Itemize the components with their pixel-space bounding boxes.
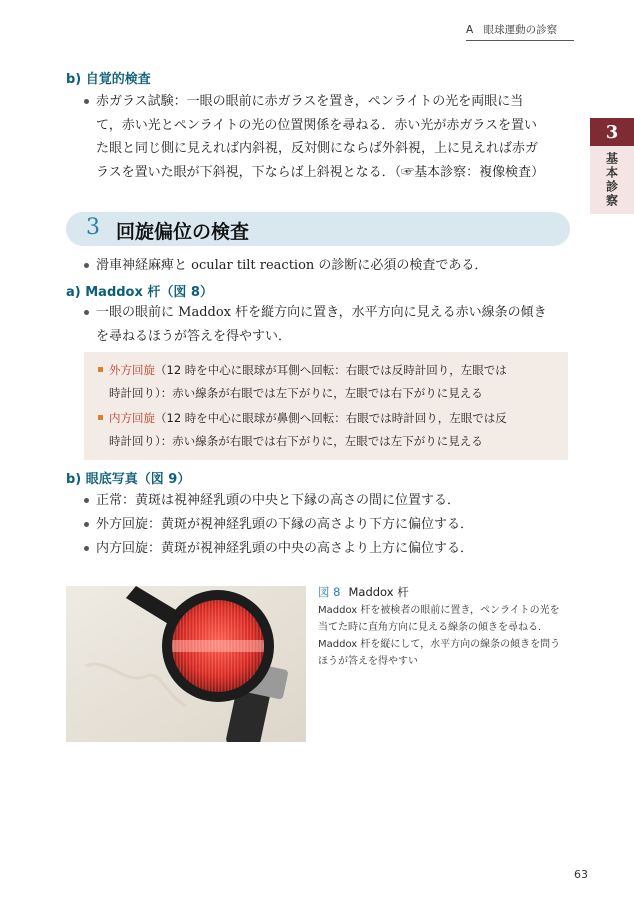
bullet-dot [84, 263, 89, 268]
note-keyword: 外方回旋 [109, 363, 155, 377]
lens-ridge-line [215, 600, 216, 692]
bullet-dot [84, 310, 89, 315]
caption-line: Maddox 杆を被検者の眼前に置き，ペンライトの光を [318, 605, 560, 616]
figure8-label: 図 8 [318, 585, 341, 599]
lens-ridge-line [218, 600, 219, 692]
note-incyclotorsion [98, 407, 558, 453]
torsion-note-box [84, 352, 568, 460]
lens-ridge-line [231, 600, 232, 692]
note-line: （12 時を中心に眼球が耳側へ回転：右眼では反時計回り，左眼では [155, 363, 507, 377]
section-title: 回旋偏位の検査 [116, 221, 250, 243]
bullet-line: て，赤い光とペンライトの光の位置関係を尋ねる．赤い光が赤ガラスを置い [96, 117, 537, 133]
section-number: 3 [86, 215, 100, 240]
bullet-line: 外方回旋：黄斑が視神経乳頭の下縁の高さより下方に偏位する． [96, 517, 474, 532]
caption-line: 当てた時に直角方向に見える線条の傾きを尋ねる． [318, 622, 548, 633]
page-number: 63 [574, 868, 588, 881]
figure8-caption [318, 602, 570, 670]
bullet-excyclotorsion [84, 513, 570, 537]
bullet-line: 内方回旋：黄斑が視神経乳頭の中央の高さより上方に偏位する． [96, 541, 474, 556]
bullet-dot [84, 546, 89, 551]
lens-ridge-line [224, 600, 225, 692]
lens-ridge-line [189, 600, 190, 692]
bullet-incyclotorsion [84, 537, 570, 561]
bullet-maddox-rod [84, 301, 570, 348]
lens-ridge-line [221, 600, 222, 692]
note-line: 時計回り）：赤い線条が右眼では左下がりに，左眼では右下がりに見える [109, 386, 483, 400]
bullet-line: を尋ねるほうが答えを得やすい． [96, 328, 292, 344]
lens-ridge-line [237, 600, 238, 692]
bullet-line: 正常：黄斑は視神経乳頭の中央と下縁の高さの間に位置する． [96, 493, 461, 508]
lens-ridge-line [208, 600, 209, 692]
note-keyword: 内方回旋 [109, 411, 155, 425]
running-head: A 眼球運動の診察 [466, 22, 574, 41]
bullet-red-glass-test [84, 90, 570, 184]
lens-ridge-line [192, 600, 193, 692]
lens-ridge-line [199, 600, 200, 692]
bullet-normal [84, 489, 570, 513]
bullet-line: 赤ガラス試験：一眼の眼前に赤ガラスを置き，ペンライトの光を両眼に当 [96, 94, 524, 109]
lens-ridge-line [247, 600, 248, 692]
caption-line: Maddox 杆を縦にして，水平方向の線条の傾きを問う [318, 639, 561, 650]
bullet-line: 滑車神経麻痺と ocular tilt reaction の診断に必須の検査である． [96, 258, 488, 273]
subheading-subjective-test: b) 自覚的検査 [66, 72, 151, 87]
caption-line: ほうが答えを得やすい [318, 656, 418, 667]
bullet-dot [84, 99, 89, 104]
maddox-rod-illustration [66, 586, 306, 742]
lens-ridge-line [228, 600, 229, 692]
subheading-fundus-photo: b) 眼底写真（図 9） [66, 472, 191, 487]
figure8-title [318, 584, 409, 600]
bullet-line: ラスを置いた眼が下斜視，下ならば上斜視となる．（☞基本診察：複像検査） [96, 164, 545, 180]
figure8-title-text: Maddox 杆 [348, 585, 409, 599]
note-square-marker [98, 415, 103, 420]
note-square-marker [98, 367, 103, 372]
bullet-dot [84, 498, 89, 503]
bullet-line: 一眼の眼前に Maddox 杆を縦方向に置き，水平方向に見える赤い線条の傾き [96, 305, 547, 320]
bullet-line: た眼と同じ側に見えれば内斜視，反対側にならば外斜視，上に見えれば赤ガ [96, 141, 539, 156]
lens-ridge-line [240, 600, 241, 692]
lens-ridge-line [186, 600, 187, 692]
maddox-rod-photo [66, 586, 306, 742]
bullet-dot [84, 522, 89, 527]
bullet-intro [84, 254, 570, 278]
lens-ridge-line [205, 600, 206, 692]
lens-ridge-line [196, 600, 197, 692]
note-excyclotorsion [98, 359, 558, 405]
lens-ridge-line [202, 600, 203, 692]
chapter-tab [590, 118, 634, 214]
note-line: （12 時を中心に眼球が鼻側へ回転：右眼では時計回り，左眼では反 [155, 411, 507, 425]
chapter-number: 3 [590, 118, 634, 146]
lens-ridge-line [234, 600, 235, 692]
chapter-label: 基本診察 [604, 152, 619, 208]
note-line: 時計回り）：赤い線条が右眼では右下がりに，左眼では左下がりに見える [109, 434, 483, 448]
lens-ridge-line [244, 600, 245, 692]
section-heading-band [66, 212, 570, 246]
lens-ridge-line [212, 600, 213, 692]
subheading-maddox-rod: a) Maddox 杆（図 8） [66, 285, 213, 300]
